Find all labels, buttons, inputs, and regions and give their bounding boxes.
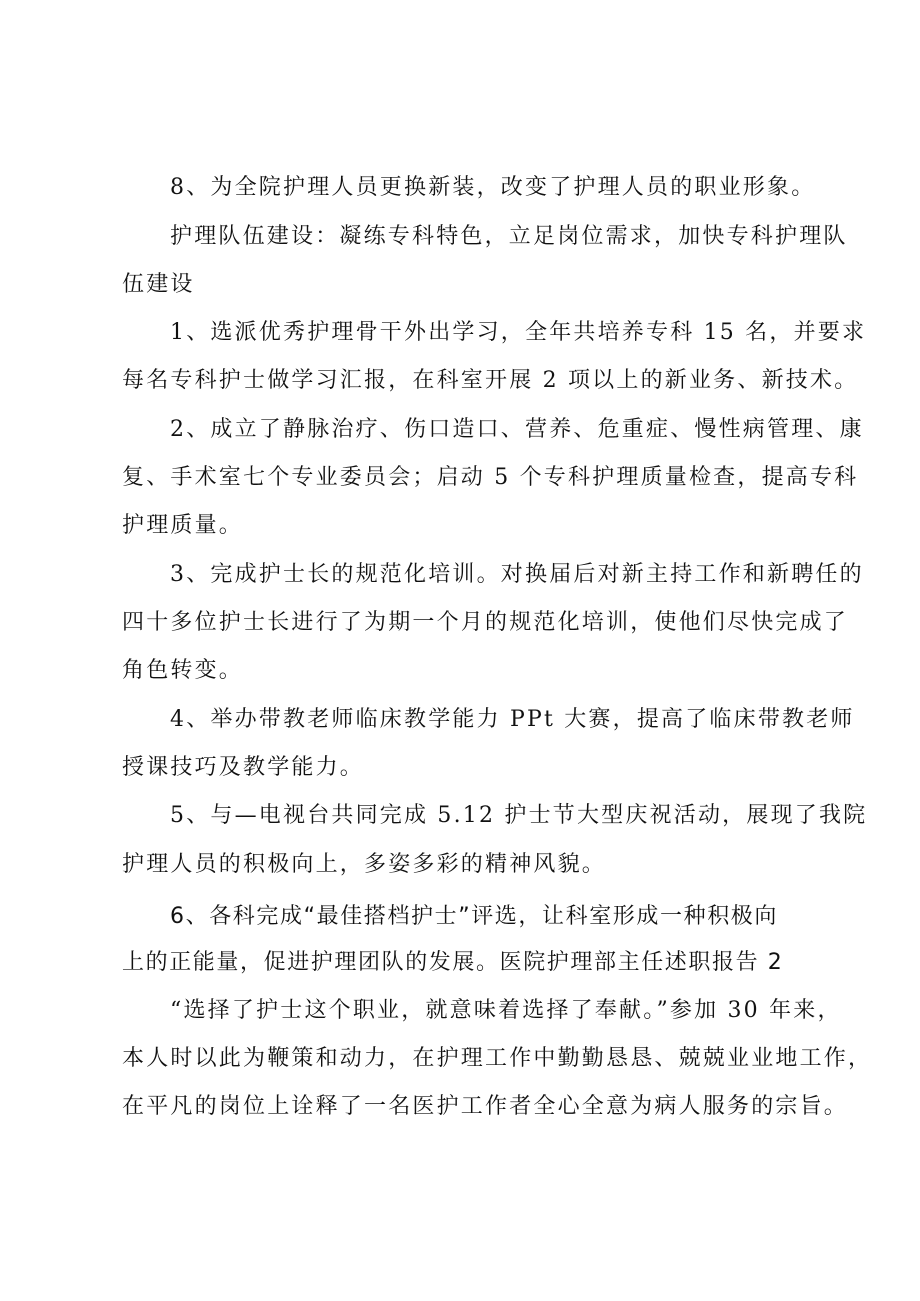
text-line: 1、选派优秀护理骨干外出学习，全年共培养专科 15 名，并要求: [170, 320, 867, 345]
text-line: “选择了护士这个职业，就意味着选择了奉献。”参加 30 年来，: [170, 998, 842, 1023]
text-line: 本人时以此为鞭策和动力，在护理工作中勤勤恳恳、兢兢业业地工作，: [122, 1046, 873, 1071]
text-line: 在平凡的岗位上诠释了一名医护工作者全心全意为病人服务的宗旨。: [122, 1094, 849, 1119]
text-line: 护理队伍建设：凝练专科特色，立足岗位需求，加快专科护理队: [170, 224, 848, 249]
text-line: 5、与—电视台共同完成 5.12 护士节大型庆祝活动，展现了我院: [170, 803, 868, 828]
text-line: 3、完成护士长的规范化培训。对换届后对新主持工作和新聘任的: [170, 562, 864, 587]
text-line: 每名专科护士做学习汇报，在科室开展 2 项以上的新业务、新技术。: [122, 368, 859, 393]
text-line: 角色转变。: [122, 658, 244, 683]
text-line: 授课技巧及教学能力。: [122, 755, 365, 780]
text-line: 复、手术室七个专业委员会；启动 5 个专科护理质量检查，提高专科: [122, 465, 859, 490]
text-line: 伍建设: [122, 272, 195, 297]
text-line: 护理质量。: [122, 513, 244, 538]
text-line: 护理人员的积极向上，多姿多彩的精神风貌。: [122, 852, 607, 877]
text-line: 上的正能量，促进护理团队的发展。医院护理部主任述职报告 2: [122, 950, 784, 975]
text-line: 8、为全院护理人员更换新装，改变了护理人员的职业形象。: [170, 175, 816, 200]
text-line: 2、成立了静脉治疗、伤口造口、营养、危重症、慢性病管理、康: [170, 417, 864, 442]
text-line: 四十多位护士长进行了为期一个月的规范化培训，使他们尽快完成了: [122, 610, 849, 635]
text-line: 6、各科完成“最佳搭档护士”评选，让科室形成一种积极向: [170, 904, 778, 929]
text-line: 4、举办带教老师临床教学能力 PPt 大赛，提高了临床带教老师: [170, 707, 855, 732]
